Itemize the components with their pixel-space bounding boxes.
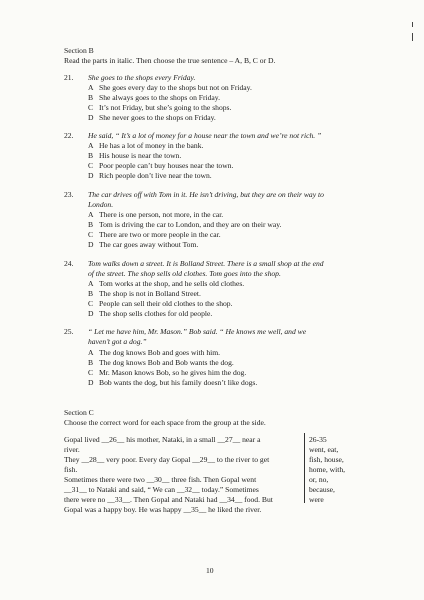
option-text: The dog knows Bob and goes with him. — [99, 348, 221, 357]
option-letter: A — [88, 83, 94, 92]
option-text: People can sell their old clothes to the shop. — [99, 299, 233, 308]
question-number: 23. — [64, 190, 74, 199]
question-number: 22. — [64, 131, 74, 140]
section-b-heading: Section B — [64, 46, 94, 55]
question-prompt: She goes to the shops every Friday. — [88, 73, 196, 82]
question-number: 21. — [64, 73, 74, 82]
passage-line: fish. — [64, 465, 78, 474]
word-bank-line: home, with, — [309, 465, 346, 474]
question-prompt: “ Let me have him, Mr. Mason.” Bob said. “ He knows me well, and we — [88, 327, 307, 336]
question-number: 24. — [64, 259, 74, 268]
option-text: The dog knows Bob and Bob wants the dog. — [99, 358, 234, 367]
option-text: His house is near the town. — [99, 151, 182, 160]
option-letter: B — [88, 358, 94, 367]
option-text: Tom is driving the car to London, and they are on their way. — [99, 220, 282, 229]
question-number: 25. — [64, 327, 74, 336]
option-text: Tom works at the shop, and he sells old clothes. — [99, 279, 245, 288]
option-text: It’s not Friday, but she’s going to the shops. — [99, 103, 232, 112]
option-letter: B — [88, 289, 94, 298]
option-letter: D — [88, 240, 94, 249]
option-letter: C — [88, 103, 94, 112]
option-letter: C — [88, 368, 94, 377]
question-prompt: He said, “ It’s a lot of money for a house near the town and we’re not rich. ” — [88, 131, 322, 140]
option-letter: C — [88, 161, 94, 170]
option-letter: A — [88, 348, 94, 357]
option-text: She never goes to the shops on Friday. — [99, 113, 216, 122]
passage-line: Gopal was a happy boy. He was happy __35__ he liked the river. — [64, 505, 262, 514]
margin-tick-top — [412, 22, 413, 27]
option-text: The car goes away without Tom. — [99, 240, 199, 249]
margin-tick-bottom — [412, 33, 413, 41]
option-text: Poor people can’t buy houses near the town. — [99, 161, 234, 170]
passage-line: __31__ to Nataki and said, “ We can __32__ today.” Sometimes — [64, 485, 259, 494]
page-number: 10 — [206, 566, 214, 575]
option-text: There is one person, not more, in the car. — [99, 210, 224, 219]
option-text: Mr. Mason knows Bob, so he gives him the dog. — [99, 368, 247, 377]
question-prompt: of the street. The shop sells old clothes. Tom goes into the shop. — [88, 269, 281, 278]
question-prompt: London. — [88, 200, 114, 209]
question-prompt: Tom walks down a street. It is Bolland Street. There is a small shop at the end — [88, 259, 324, 268]
option-text: There are two or more people in the car. — [99, 230, 221, 239]
word-bank-line: fish, house, — [309, 455, 344, 464]
passage-line: They __28__ very poor. Every day Gopal __29__ to the river to get — [64, 455, 270, 464]
option-text: She goes every day to the shops but not on Friday. — [99, 83, 252, 92]
word-bank-line: because, — [309, 485, 335, 494]
passage-line: there were no __33__. Then Gopal and Nataki had __34__ food. But — [64, 495, 273, 504]
option-text: The shop is not in Bolland Street. — [99, 289, 201, 298]
option-letter: C — [88, 299, 94, 308]
option-text: Rich people don’t live near the town. — [99, 171, 212, 180]
option-letter: A — [88, 279, 94, 288]
option-letter: B — [88, 93, 94, 102]
word-bank-divider — [304, 433, 305, 503]
word-bank-line: were — [309, 495, 324, 504]
passage-line: river. — [64, 445, 80, 454]
option-letter: D — [88, 113, 94, 122]
question-prompt: haven’t got a dog.” — [88, 337, 147, 346]
option-text: The shop sells clothes for old people. — [99, 309, 213, 318]
section-c-instruction: Choose the correct word for each space from the group at the side. — [64, 418, 266, 427]
section-c-heading: Section C — [64, 408, 94, 417]
question-prompt: The car drives off with Tom in it. He isn’t driving, but they are on their way to — [88, 190, 324, 199]
word-bank-line: 26-35 — [309, 435, 327, 444]
option-letter: C — [88, 230, 94, 239]
passage-line: Sometimes there were two __30__ three fish. Then Gopal went — [64, 475, 257, 484]
option-letter: D — [88, 171, 94, 180]
option-text: She always goes to the shops on Friday. — [99, 93, 220, 102]
option-letter: A — [88, 141, 94, 150]
section-b-instruction: Read the parts in italic. Then choose the true sentence – A, B, C or D. — [64, 56, 276, 65]
passage-line: Gopal lived __26__ his mother, Nataki, in a small __27__ near a — [64, 435, 261, 444]
option-text: He has a lot of money in the bank. — [99, 141, 204, 150]
option-letter: A — [88, 210, 94, 219]
option-letter: B — [88, 220, 94, 229]
word-bank-line: or, no, — [309, 475, 329, 484]
option-letter: B — [88, 151, 94, 160]
word-bank-line: went, eat, — [309, 445, 339, 454]
option-letter: D — [88, 378, 94, 387]
option-letter: D — [88, 309, 94, 318]
option-text: Bob wants the dog, but his family doesn’t like dogs. — [99, 378, 258, 387]
